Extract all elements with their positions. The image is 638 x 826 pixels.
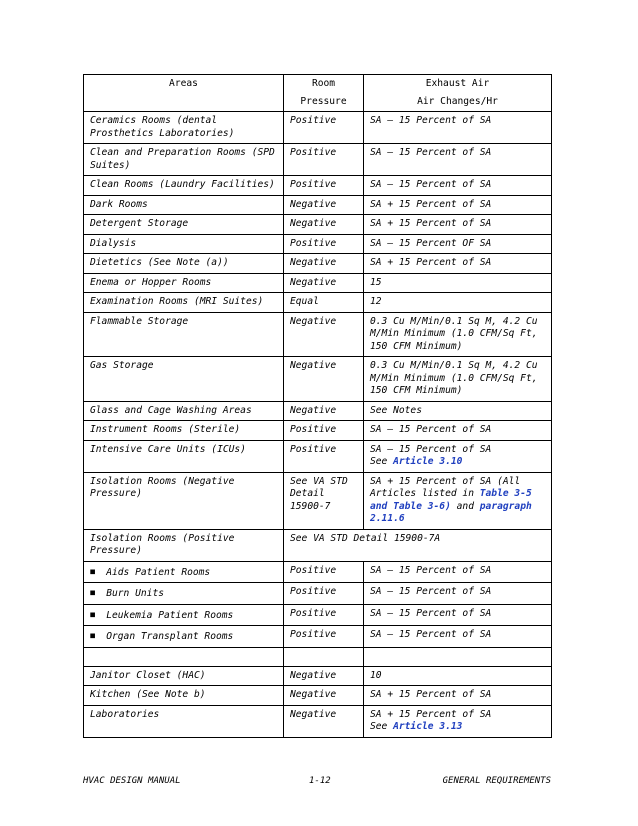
- article-3-10-link[interactable]: Article 3.10: [393, 456, 463, 467]
- area-cell: Isolation Rooms (Negative Pressure): [84, 472, 284, 529]
- exhaust-cell: SA – 15 Percent of SA: [364, 112, 552, 144]
- pressure-cell: Equal: [284, 293, 364, 313]
- bullet-icon: [90, 631, 106, 642]
- exhaust-cell: SA + 15 Percent of SA See Article 3.13: [364, 705, 552, 737]
- pressure-cell: Negative: [284, 357, 364, 402]
- exhaust-cell: SA + 15 Percent of SA: [364, 254, 552, 274]
- table-row: [84, 215, 552, 235]
- exhaust-cell: 0.3 Cu M/Min/0.1 Sq M, 4.2 Cu M/Min Minimum (1.0 CFM/Sq Ft, 150 CFM Minimum): [364, 312, 552, 357]
- pressure-cell: Positive: [284, 234, 364, 254]
- paragraph-2-11-6-link[interactable]: paragraph 2.11.6: [370, 500, 532, 524]
- area-cell: Ceramics Rooms (dental Prosthetics Laboratories): [84, 112, 284, 144]
- exhaust-cell: SA – 15 Percent of SA: [364, 604, 552, 626]
- blank-row: [84, 647, 552, 666]
- exhaust-cell: SA – 15 Percent of SA: [364, 144, 552, 176]
- footer-manual-title: HVAC DESIGN MANUAL: [83, 776, 181, 786]
- exhaust-cell: SA – 15 Percent of SA: [364, 583, 552, 605]
- area-cell: Janitor Closet (HAC): [84, 666, 284, 686]
- area-cell: Dietetics (See Note (a)): [84, 254, 284, 274]
- exhaust-cell: SA + 15 Percent of SA (All Articles listed in Table 3-5 and Table 3-6) and paragraph 2.11.6: [364, 472, 552, 529]
- footer-section-title: GENERAL REQUIREMENTS: [442, 776, 551, 786]
- area-cell: Laboratories: [84, 705, 284, 737]
- exhaust-cell: SA – 15 Percent OF SA: [364, 234, 552, 254]
- bullet-icon: [90, 588, 106, 599]
- header-exhaust-air: Exhaust Air Air Changes/Hr: [364, 75, 552, 112]
- exhaust-cell: 12: [364, 293, 552, 313]
- blank-cell: [84, 647, 284, 666]
- pressure-cell: Negative: [284, 254, 364, 274]
- table-row: [84, 357, 552, 402]
- pressure-cell: Negative: [284, 686, 364, 706]
- bullet-area-cell: ▪ Leukemia Patient Rooms: [84, 604, 284, 626]
- header-room-pressure: Room Pressure: [284, 75, 364, 112]
- blank-cell: [284, 647, 364, 666]
- exhaust-cell: 10: [364, 666, 552, 686]
- table-row: [84, 472, 552, 529]
- table-row: [84, 529, 552, 561]
- pressure-cell: Positive: [284, 112, 364, 144]
- table-row: [84, 293, 552, 313]
- pressure-cell: Negative: [284, 401, 364, 421]
- table-row: [84, 144, 552, 176]
- area-cell: Detergent Storage: [84, 215, 284, 235]
- table-row: [84, 195, 552, 215]
- table-row: [84, 112, 552, 144]
- header-row: [84, 75, 552, 112]
- article-3-13-link[interactable]: Article 3.13: [393, 721, 463, 732]
- area-cell: Dialysis: [84, 234, 284, 254]
- table-row: [84, 583, 552, 605]
- exhaust-cell: SA – 15 Percent of SA: [364, 176, 552, 196]
- table-row: [84, 561, 552, 583]
- table-row: [84, 254, 552, 274]
- pressure-cell: Positive: [284, 626, 364, 648]
- table-row: [84, 604, 552, 626]
- table-row: [84, 705, 552, 737]
- exhaust-cell: SA + 15 Percent of SA: [364, 686, 552, 706]
- table-row: [84, 273, 552, 293]
- exhaust-cell: See Notes: [364, 401, 552, 421]
- area-cell: Dark Rooms: [84, 195, 284, 215]
- pressure-cell: See VA STD Detail 15900-7: [284, 472, 364, 529]
- pressure-cell: Negative: [284, 273, 364, 293]
- footer-page-number: 1-12: [309, 776, 331, 786]
- table-row: [84, 234, 552, 254]
- table-3-5-link[interactable]: Table 3-5 and Table 3-6): [370, 488, 532, 512]
- pressure-cell: Negative: [284, 705, 364, 737]
- requirements-table: [83, 74, 552, 738]
- pressure-cell: Negative: [284, 312, 364, 357]
- pressure-cell: Positive: [284, 440, 364, 472]
- pressure-cell: Positive: [284, 583, 364, 605]
- area-cell: Intensive Care Units (ICUs): [84, 440, 284, 472]
- area-cell: Kitchen (See Note b): [84, 686, 284, 706]
- table-row: [84, 401, 552, 421]
- pressure-cell: Positive: [284, 421, 364, 441]
- pressure-cell: Positive: [284, 604, 364, 626]
- table-row: [84, 440, 552, 472]
- exhaust-cell: SA – 15 Percent of SA See Article 3.10: [364, 440, 552, 472]
- table-row: [84, 666, 552, 686]
- exhaust-cell: SA + 15 Percent of SA: [364, 215, 552, 235]
- table-row: [84, 686, 552, 706]
- bullet-area-cell: ▪ Aids Patient Rooms: [84, 561, 284, 583]
- table-row: [84, 312, 552, 357]
- pressure-cell: Positive: [284, 176, 364, 196]
- merged-cell: See VA STD Detail 15900-7A: [284, 529, 552, 561]
- pressure-cell: Negative: [284, 215, 364, 235]
- blank-cell: [364, 647, 552, 666]
- table-row: [84, 176, 552, 196]
- table-row: [84, 421, 552, 441]
- header-areas: Areas: [84, 75, 284, 112]
- area-cell: Instrument Rooms (Sterile): [84, 421, 284, 441]
- exhaust-cell: 15: [364, 273, 552, 293]
- area-cell: Gas Storage: [84, 357, 284, 402]
- area-cell: Flammable Storage: [84, 312, 284, 357]
- bullet-area-cell: ▪ Organ Transplant Rooms: [84, 626, 284, 648]
- area-cell: Enema or Hopper Rooms: [84, 273, 284, 293]
- pressure-cell: Positive: [284, 561, 364, 583]
- bullet-area-cell: ▪ Burn Units: [84, 583, 284, 605]
- exhaust-cell: 0.3 Cu M/Min/0.1 Sq M, 4.2 Cu M/Min Minimum (1.0 CFM/Sq Ft, 150 CFM Minimum): [364, 357, 552, 402]
- area-cell: Clean and Preparation Rooms (SPD Suites): [84, 144, 284, 176]
- pressure-cell: Negative: [284, 195, 364, 215]
- exhaust-cell: SA – 15 Percent of SA: [364, 626, 552, 648]
- pressure-cell: Negative: [284, 666, 364, 686]
- exhaust-cell: SA – 15 Percent of SA: [364, 561, 552, 583]
- pressure-cell: Positive: [284, 144, 364, 176]
- exhaust-cell: SA + 15 Percent of SA: [364, 195, 552, 215]
- area-cell: Isolation Rooms (Positive Pressure): [84, 529, 284, 561]
- exhaust-cell: SA – 15 Percent of SA: [364, 421, 552, 441]
- area-cell: Clean Rooms (Laundry Facilities): [84, 176, 284, 196]
- bullet-icon: [90, 610, 106, 621]
- bullet-icon: [90, 567, 106, 578]
- table-row: [84, 626, 552, 648]
- area-cell: Examination Rooms (MRI Suites): [84, 293, 284, 313]
- area-cell: Glass and Cage Washing Areas: [84, 401, 284, 421]
